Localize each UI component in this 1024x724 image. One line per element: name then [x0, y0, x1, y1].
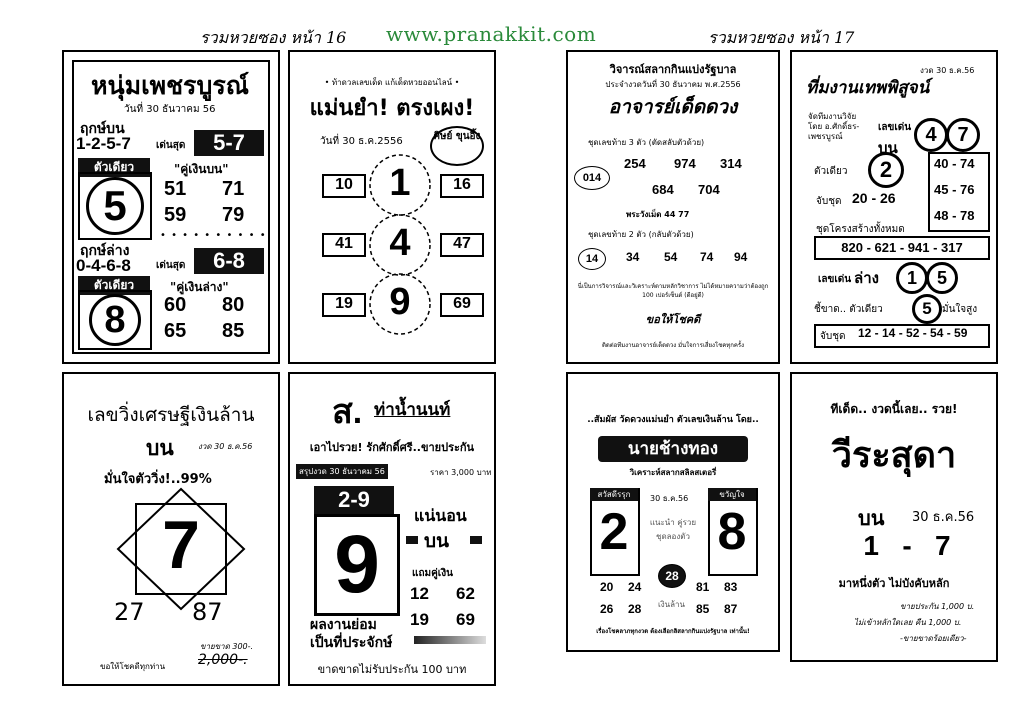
top-hot-label: เด่นสุด [156, 140, 186, 151]
panel-setthi [62, 372, 280, 686]
set: 20 - 26 [852, 190, 896, 206]
top-hot-2: 7 [946, 118, 980, 152]
page-16-title: รวมหวยซอง หน้า 16 [200, 28, 347, 47]
left-pair-2: 24 [628, 580, 642, 594]
top-single-digit: 5 [86, 177, 144, 235]
final-label: จับชุด [820, 331, 846, 342]
org: วิจารณ์สลากกินแบ่งรัฐบาล [609, 63, 737, 76]
bottom-hot-2: 5 [926, 262, 958, 294]
panel-weera-suda [790, 372, 998, 662]
page-17-title: รวมหวยซอง หน้า 17 [708, 28, 855, 47]
top-label: บน [424, 530, 450, 552]
right-pair-1: 81 [696, 580, 710, 594]
title: เลขวิ่งเศรษฐีเงินล้าน [87, 404, 255, 426]
left-2: 41 [322, 233, 366, 257]
issue-date: วันที่ 30 ธันวาคม 56 [124, 104, 216, 115]
pair-4: 69 [456, 610, 475, 629]
panel-ajarn-ded-duang [566, 50, 780, 364]
set3-3: 314 [720, 156, 742, 171]
footer: ขาดขาดไม่รับประกัน 100 บาท [317, 663, 467, 676]
bottom-digits: 0-4-6-8 [76, 256, 131, 275]
footer: ติดต่อทีมงานอาจารย์เด็ดดวง มั่นใจการเสี่ยงโชคทุกครั้ง [601, 342, 745, 349]
left-label: สวัสดีรรุก [590, 488, 638, 501]
top-pair-1: 51 [164, 178, 187, 200]
hot-label: เลขเด่น [878, 122, 912, 133]
issue-date: วันที่ 30 ธ.ค.2556 [320, 136, 403, 147]
center-3: 9 [389, 281, 411, 323]
bottom-hot-label: เด่นสุด [156, 260, 186, 271]
subtitle: ประจำงวดวันที่ 30 ธันวาคม พ.ศ.2556 [605, 80, 741, 89]
sure-digit: 5 [912, 294, 942, 324]
bottom-hot-1: 1 [896, 262, 928, 294]
right-2: 47 [440, 233, 484, 257]
set3-label: ชุดเลขท้าย 3 ตัว (ตัดสลับตัวด้วย) [588, 138, 705, 147]
single-label: ตัวเดียว [78, 158, 150, 177]
set3-circle: 014 [574, 166, 610, 190]
old-price: 2,000-. [198, 652, 248, 668]
sure-label: แน่นอน [414, 506, 467, 525]
set3-2: 974 [674, 156, 696, 171]
pair-1: 12 [410, 584, 429, 603]
mid-note: เงินล้าน [658, 600, 685, 609]
site-url[interactable]: www.pranakkit.com [386, 22, 597, 46]
set3-5: 704 [698, 182, 720, 197]
tagline: ทีเด็ด.. งวดนี้เลย.. รวย! [830, 402, 958, 416]
bottom-pair-1: 60 [164, 294, 187, 316]
intro: ..สัมผัส วัดดวงแม่นยำ ตัวเลขเงินล้าน โดย.. [587, 415, 759, 425]
bar-left [406, 536, 418, 544]
top-digits: 1-2-5-7 [76, 134, 131, 153]
center-1: 1 [389, 162, 411, 204]
note: มาหนึ่งตัว ไม่บังคับหลัก [838, 577, 950, 590]
pair-2: 62 [456, 584, 475, 603]
top-hot-digits: 5-7 [194, 130, 264, 156]
bottom-pairs-label: "คู่เงินล่าง" [170, 280, 229, 294]
structure-label: ชุดโครงสร้างทั้งหมด [816, 224, 905, 235]
set2-1: 34 [626, 250, 640, 264]
pair-1: 27 [114, 598, 145, 626]
set2-3: 74 [700, 250, 714, 264]
bottom-single-box [78, 290, 152, 350]
left-main: 2 [599, 503, 629, 561]
special: พระวังเม็ด 44 77 [626, 210, 690, 219]
final: 12 - 14 - 52 - 54 - 59 [858, 326, 968, 340]
issue: งวด 30 ธ.ค.56 [920, 66, 975, 75]
set2-2: 54 [664, 250, 678, 264]
confidence: มั่นใจตัววิ่ง!..99% [104, 472, 212, 487]
wish: ขอให้โชคดีทุกท่าน [100, 662, 166, 671]
set-label: จับชุด [816, 196, 842, 207]
subtitle: วิเคราะห์สลากสลิลสเตอรี่ [629, 468, 717, 477]
brand-title: หนุ่มเพชรบูรณ์ [91, 71, 249, 100]
set3-1: 254 [624, 156, 646, 171]
single-label: ตัวเดียว [814, 166, 848, 177]
org: จัดทีมงานวิจัยโดย อ.ศักดิ์ธร-เพชรบูรณ์ [808, 112, 860, 141]
single-digit: 2 [868, 152, 904, 188]
summary: สรุปงวด 30 ธันวาคม 56 [296, 464, 388, 479]
title: นายช้างทอง [598, 436, 748, 462]
top-hot-1: 4 [914, 118, 948, 152]
panel-sor-tha-nam-non [288, 372, 496, 686]
slogan-2: เป็นที่ประจักษ์ [310, 635, 393, 651]
right-main: 8 [717, 503, 747, 561]
bar-right [470, 536, 482, 544]
bottom-hot-digits: 6-8 [194, 248, 264, 274]
pair-3: 48 - 78 [934, 208, 975, 223]
bottom-pair-4: 85 [222, 320, 245, 342]
luck-message: ขอให้โชคดี [645, 313, 701, 326]
left-pair-1: 20 [600, 580, 614, 594]
title: วีระสุดา [831, 435, 957, 476]
set2-label: ชุดเลขท้าย 2 ตัว (กลับตัวด้วย) [588, 230, 694, 239]
left-pair-4: 28 [628, 602, 642, 616]
sure-label: ชี้ขาด.. ตัวเดียว [814, 304, 883, 315]
pair-3: 19 [410, 610, 429, 629]
right-label: ขวัญใจ [708, 488, 756, 501]
bottom-single-digit: 8 [89, 294, 141, 346]
structure: 820 - 621 - 941 - 317 [814, 236, 990, 260]
right-pair-3: 85 [696, 602, 710, 616]
digits: 1 - 7 [863, 530, 951, 561]
sure-note: มั่นใจสูง [942, 304, 978, 315]
disclaimer: นี่เป็นการวิจารณ์และวิเคราะห์ตามหลักวิชาการ ไม่ได้หมายความว่าต้องถูก 100 เปอร์เซ็นต์ (ดีอยู่ดี) [577, 283, 769, 299]
top-pair-4: 79 [222, 204, 245, 226]
footer: เรื่องโชคลาภทุกงวด ต้องเลือกลิสลากกินแบ่งรัฐบาล เท่านั้น! [596, 628, 750, 635]
top-label: บน [146, 436, 174, 460]
panel-team-tep-pisut [790, 50, 998, 364]
top-label: ฤกษ์บน [80, 121, 125, 137]
bottom-single-label: ตัวเดียว [78, 276, 150, 295]
top-single-box [78, 172, 152, 240]
disciple-badge: ศิษย์ ขุนอึ้ง [430, 126, 484, 166]
date: 30 ธ.ค.56 [650, 494, 689, 503]
logo: ส. [332, 393, 363, 431]
panel-num-petchabun [62, 50, 280, 364]
price-3: -ขายขาดร้อยเดียว- [900, 634, 967, 643]
price-1: ขายประกัน 1,000 บ. [900, 602, 975, 611]
bottom-pair-3: 65 [164, 320, 187, 342]
set2-4: 94 [734, 250, 748, 264]
bottom-label: ฤกษ์ล่าง [80, 243, 130, 259]
right-pair-4: 87 [724, 602, 738, 616]
top-label: บน [878, 139, 898, 157]
title: แม่นยำ! ตรงเผง! [309, 96, 475, 121]
right-1: 16 [440, 174, 484, 198]
date: 30 ธ.ค.56 [912, 510, 975, 525]
title: ที่มงานเทพพิสูจน์ [806, 78, 930, 98]
gradient-bar [414, 636, 486, 644]
top-pair-3: 59 [164, 204, 187, 226]
panel-maen-yam [288, 50, 496, 364]
tagline: เอาไปรวย! รักศักดิ์ศรี..ขายประกัน [309, 441, 475, 454]
pair-2: 45 - 76 [934, 182, 975, 197]
extra-label: แถมคู่เงิน [412, 568, 453, 579]
tagline: • ท้าดวลเลขเด็ด แก้เด็ดหวยออนไลน์ • [324, 78, 460, 87]
separator-dots: • • • • • • • • • • [160, 230, 267, 241]
pair-2: 87 [192, 598, 223, 626]
top-pair-2: 71 [222, 178, 245, 200]
left-1: 10 [322, 174, 366, 198]
price: ราคา 3,000 บาท [430, 468, 492, 477]
right-3: 69 [440, 293, 484, 317]
slogan-1: ผลงานย่อม [310, 617, 377, 633]
top-label: บน [858, 506, 885, 530]
set2-circle: 14 [578, 248, 606, 270]
bottom-label: ล่าง [854, 269, 879, 287]
bottom-pair-2: 80 [222, 294, 245, 316]
left-3: 19 [322, 293, 366, 317]
brand: ท่าน้ำนนท์ [374, 400, 451, 420]
title: อาจารย์เด็ดดวง [608, 96, 738, 118]
main-digit: 9 [314, 514, 400, 616]
center-2: 4 [389, 222, 411, 264]
left-pair-3: 26 [600, 602, 614, 616]
set3-4: 684 [652, 182, 674, 197]
pair-1: 40 - 74 [934, 156, 975, 171]
main-digit: 7 [162, 507, 200, 583]
issue: งวด 30 ธ.ค.56 [198, 442, 253, 451]
bottom-hot-label: เลขเด่น [818, 274, 852, 285]
pair: 2-9 [314, 486, 394, 514]
middle-note: แนะนำ คู่รวย ชุดลองตัว [649, 518, 697, 541]
right-pair-2: 83 [724, 580, 738, 594]
panel-nai-chang-thong [566, 372, 780, 652]
center-circle: 28 [658, 564, 686, 588]
price: ขายขาด 300-. [200, 642, 254, 651]
top-pairs-label: "คู่เงินบน" [174, 162, 229, 176]
price-2: ไม่เข้าหลักใดเลย คืน 1,000 บ. [854, 618, 962, 627]
